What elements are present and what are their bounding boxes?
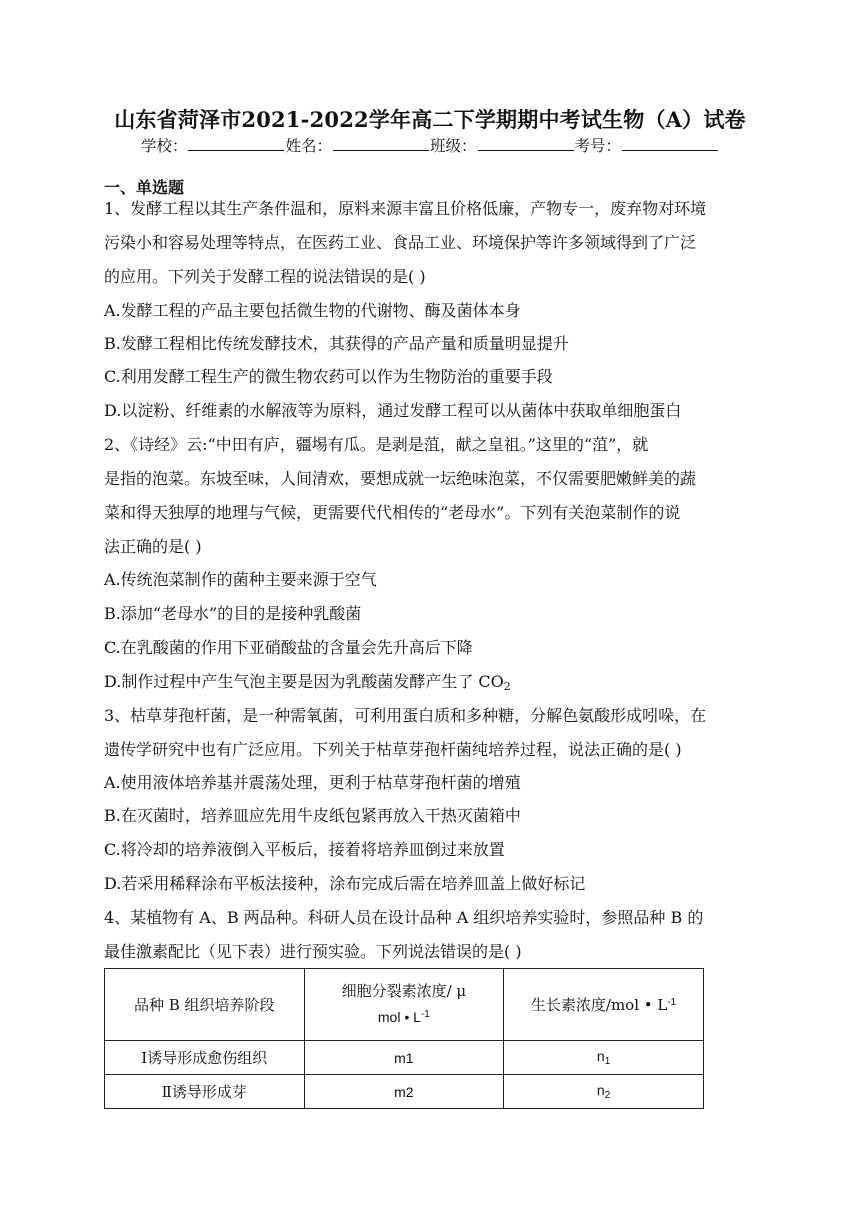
question-3-option-a: A.使用液体培养基并震荡处理，更利于枯草芽孢杆菌的增殖 (104, 773, 521, 792)
question-4-stem-line-2: 最佳激素配比（见下表）进行预实验。下列说法错误的是( ) (104, 942, 522, 961)
row-2-auxin (504, 1075, 704, 1109)
header-cytokinin-sup: -1 (420, 1008, 430, 1020)
question-1-stem-line-1: 1、发酵工程以其生产条件温和，原料来源丰富且价格低廉，产物专一，废弃物对环境 (104, 199, 707, 218)
question-1-option-d: D.以淀粉、纤维素的水解液等为原料，通过发酵工程可以从菌体中获取单细胞蛋白 (104, 401, 682, 420)
row-1-stage: Ⅰ诱导形成愈伤组织 (105, 1041, 305, 1075)
exam-title: 山东省菏泽市2021-2022学年高二下学期期中考试生物（A）试卷 (114, 107, 746, 132)
question-3-stem-line-1: 3、枯草芽孢杆菌，是一种需氧菌，可利用蛋白质和多种糖，分解色氨酸形成吲哚，在 (104, 706, 707, 725)
table-row (105, 1041, 704, 1075)
header-auxin-sup: -1 (667, 997, 677, 1008)
school-blank[interactable] (188, 136, 284, 151)
question-3-option-c: C.将冷却的培养液倒入平板后，接着将培养皿倒过来放置 (104, 840, 505, 859)
header-stage: 品种 B 组织培养阶段 (105, 969, 305, 1041)
name-blank[interactable] (333, 136, 429, 151)
table-header-row (105, 969, 704, 1041)
question-1-option-b: B.发酵工程相比传统发酵技术，其获得的产品产量和质量明显提升 (104, 334, 569, 353)
question-2-option-d-text: D.制作过程中产生气泡主要是因为乳酸菌发酵产生了 CO (104, 672, 504, 691)
question-2-stem-line-2: 是指的泡菜。东坡至味，人间清欢，要想成就一坛绝味泡菜，不仅需要肥嫩鲜美的蔬 (104, 469, 697, 488)
row-1-auxin-symbol: n (596, 1048, 605, 1064)
question-2-option-a: A.传统泡菜制作的菌种主要来源于空气 (104, 570, 377, 589)
exam-number-blank[interactable] (622, 136, 718, 151)
question-2-option-b: B.添加“老母水”的目的是接种乳酸菌 (104, 604, 362, 623)
class-label: 班级： (430, 137, 477, 155)
header-cytokinin-line-2 (305, 1002, 504, 1030)
table-row (105, 1075, 704, 1109)
row-1-auxin-sub: 1 (604, 1056, 611, 1067)
row-1-cytokinin: m1 (304, 1041, 504, 1075)
row-2-auxin-sub: 2 (604, 1090, 611, 1101)
question-2-stem-line-3: 菜和得天独厚的地理与气候，更需要代代相传的“老母水”。下列有关泡菜制作的说 (104, 503, 681, 522)
row-2-auxin-symbol: n (596, 1082, 605, 1098)
header-auxin-text: 生长素浓度/mol • L (530, 996, 668, 1014)
header-auxin (504, 969, 704, 1041)
exam-number-label: 考号： (574, 137, 622, 155)
student-info-line (0, 134, 860, 156)
row-2-stage: Ⅱ诱导形成芽 (105, 1075, 305, 1109)
school-label: 学校： (140, 137, 188, 155)
question-1-stem-line-2: 污染小和容易处理等特点，在医药工业、食品工业、环境保护等许多领域得到了广泛 (104, 233, 697, 252)
name-label: 姓名： (285, 137, 332, 155)
header-cytokinin-line-1: 细胞分裂素浓度/ μ (341, 981, 467, 1000)
co2-subscript: 2 (503, 680, 511, 693)
section-heading: 一、单选题 (104, 178, 185, 197)
question-1-stem-line-3: 的应用。下列关于发酵工程的说法错误的是( ) (104, 267, 426, 286)
row-2-cytokinin: m2 (304, 1075, 504, 1109)
question-2-stem-line-4: 法正确的是( ) (104, 537, 202, 556)
question-3-option-b: B.在灭菌时，培养皿应先用牛皮纸包紧再放入干热灭菌箱中 (104, 806, 521, 825)
class-blank[interactable] (478, 136, 574, 151)
question-1-option-c: C.利用发酵工程生产的微生物农药可以作为生物防治的重要手段 (104, 367, 553, 386)
question-2-option-c: C.在乳酸菌的作用下亚硝酸盐的含量会先升高后下降 (104, 638, 473, 657)
row-1-auxin (504, 1041, 704, 1075)
header-cytokinin (304, 969, 504, 1041)
header-cytokinin-unit: mol • L (377, 1008, 421, 1025)
question-1-option-a: A.发酵工程的产品主要包括微生物的代谢物、酶及菌体本身 (104, 301, 521, 320)
question-3-stem-line-2: 遗传学研究中也有广泛应用。下列关于枯草芽孢杆菌纯培养过程，说法正确的是( ) (104, 740, 682, 759)
question-2-option-d (104, 672, 511, 697)
question-4-stem-line-1: 4、某植物有 A、B 两品种。科研人员在设计品种 A 组织培养实验时，参照品种 B 的 (104, 908, 704, 927)
question-3-option-d: D.若采用稀释涂布平板法接种，涂布完成后需在培养皿盖上做好标记 (104, 874, 586, 893)
hormone-ratio-table (104, 968, 704, 1109)
question-2-stem-line-1: 2、《诗经》云:“中田有庐，疆埸有瓜。是剥是菹，献之皇祖。”这里的“菹”，就 (104, 435, 649, 454)
